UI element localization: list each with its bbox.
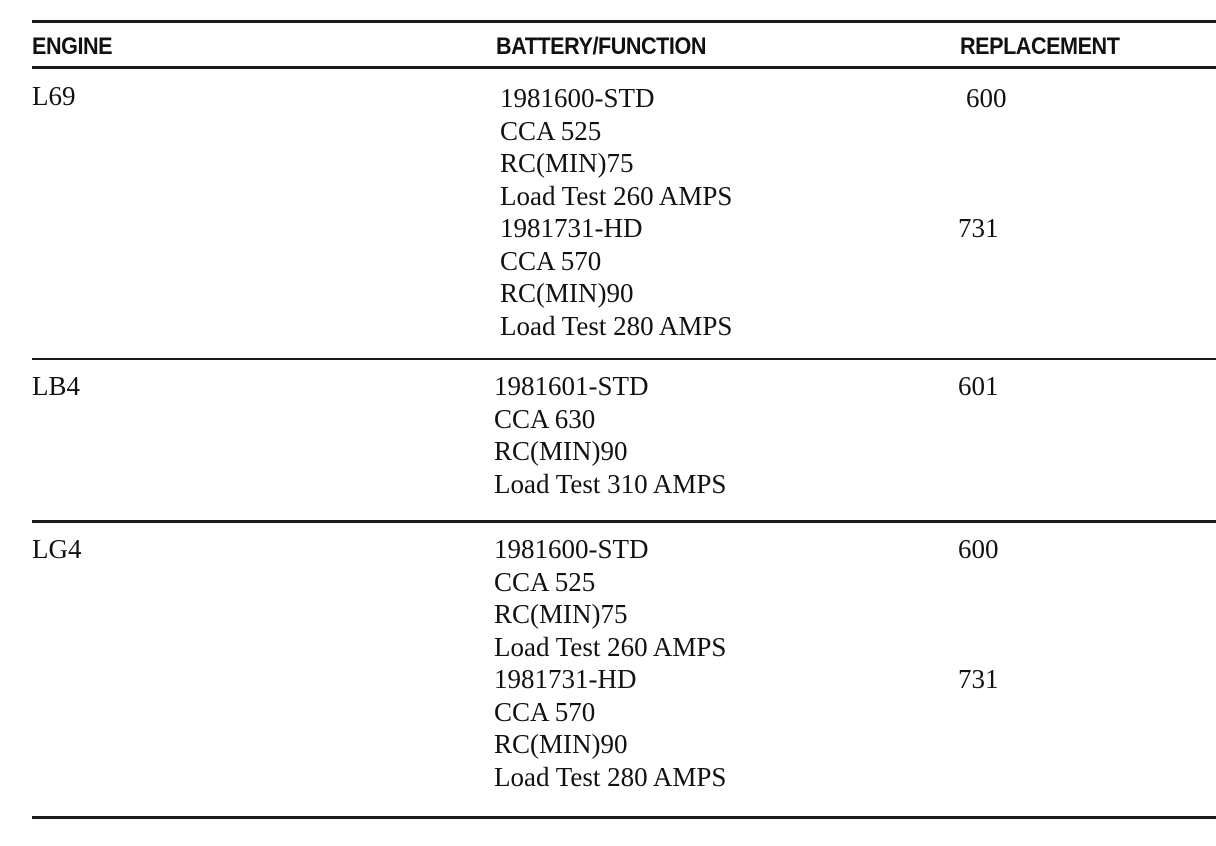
header-engine: ENGINE	[32, 33, 113, 60]
header-rule	[32, 66, 1216, 69]
battery-line: Load Test 310 AMPS	[494, 468, 727, 499]
battery-line: CCA 570	[494, 696, 596, 727]
battery-line: RC(MIN)75	[494, 599, 628, 629]
battery-cell	[494, 533, 726, 793]
battery-line: Load Test 260 AMPS	[500, 180, 733, 211]
table-top-rule	[32, 20, 1216, 23]
engine-cell: LG4	[32, 534, 82, 564]
battery-line: RC(MIN)90	[500, 278, 634, 308]
battery-line: 1981601-STD	[494, 371, 649, 401]
replacement-cell: 601	[958, 371, 999, 401]
battery-line: 1981731-HD	[494, 664, 637, 694]
battery-line: 1981731-HD	[500, 213, 643, 243]
battery-line: CCA 630	[494, 403, 596, 434]
battery-line: 1981600-STD	[500, 83, 655, 113]
battery-line: Load Test 260 AMPS	[494, 631, 727, 662]
table-bottom-rule	[32, 816, 1216, 819]
battery-line: Load Test 280 AMPS	[500, 310, 733, 341]
battery-line: CCA 570	[500, 245, 602, 276]
row-divider	[32, 520, 1216, 523]
battery-cell	[500, 82, 732, 342]
row-divider	[32, 358, 1216, 360]
battery-cell	[494, 370, 726, 500]
battery-line: Load Test 280 AMPS	[494, 761, 727, 792]
battery-line: RC(MIN)90	[494, 729, 628, 759]
engine-cell: L69	[32, 81, 76, 111]
header-battery-function: BATTERY/FUNCTION	[496, 33, 706, 60]
replacement-cell: 600	[958, 534, 999, 564]
replacement-cell: 731	[958, 213, 999, 243]
battery-line: CCA 525	[494, 566, 596, 597]
battery-line: RC(MIN)90	[494, 436, 628, 466]
battery-line: CCA 525	[500, 115, 602, 146]
header-replacement: REPLACEMENT	[960, 33, 1120, 60]
replacement-cell: 731	[958, 664, 999, 694]
replacement-cell: 600	[966, 83, 1007, 113]
battery-line: RC(MIN)75	[500, 148, 634, 178]
battery-line: 1981600-STD	[494, 534, 649, 564]
engine-cell: LB4	[32, 371, 81, 401]
